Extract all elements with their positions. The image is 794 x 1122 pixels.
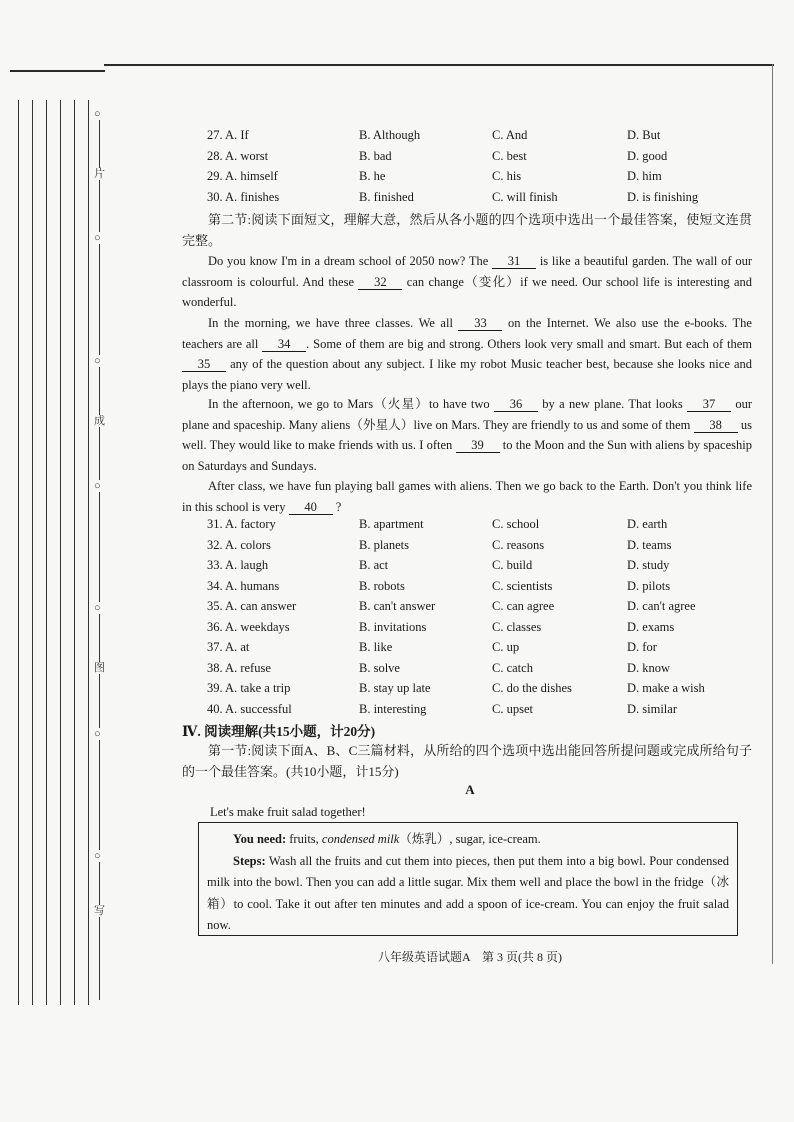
question-row bbox=[0, 640, 794, 661]
blank-40: 40 bbox=[289, 500, 333, 515]
recipe-box bbox=[198, 822, 738, 936]
option-b: B. he bbox=[359, 169, 386, 183]
option-b: B. bad bbox=[359, 148, 392, 163]
option-a: 29. A. himself bbox=[207, 169, 278, 183]
option-d: D. him bbox=[627, 169, 662, 183]
need-text: fruits, bbox=[286, 832, 322, 846]
passage-text: on the Internet. We also use the e-books. The teachers are all bbox=[182, 316, 752, 351]
option-c: C. up bbox=[492, 640, 520, 654]
option-a: 36. A. weekdays bbox=[207, 619, 290, 634]
option-a: 38. A. refuse bbox=[207, 660, 271, 675]
option-d: D. know bbox=[627, 660, 671, 675]
question-row bbox=[0, 190, 794, 211]
binding-mark: ○ bbox=[94, 602, 101, 614]
option-b: B. planets bbox=[359, 537, 409, 552]
question-row bbox=[0, 702, 794, 723]
option-d: D. But bbox=[627, 128, 661, 142]
option-a: 32. A. colors bbox=[207, 537, 271, 552]
option-a: 40. A. successful bbox=[207, 701, 292, 716]
option-b: B. can't answer bbox=[359, 599, 436, 613]
option-c: C. scientists bbox=[492, 578, 553, 593]
binding-mark: ○ bbox=[94, 480, 101, 492]
option-b: B. finished bbox=[359, 189, 414, 204]
option-b: B. robots bbox=[359, 578, 405, 593]
question-row bbox=[0, 681, 794, 702]
options-31-40 bbox=[0, 517, 794, 722]
option-d: D. can't agree bbox=[627, 599, 696, 613]
passage-a-intro: Let's make fruit salad together! bbox=[210, 805, 366, 819]
passage-paragraph-2 bbox=[182, 313, 752, 395]
need-italic: condensed milk bbox=[321, 832, 400, 846]
binding-mark: 片 bbox=[94, 168, 105, 180]
option-b: B. stay up late bbox=[359, 681, 431, 695]
binding-mark: ○ bbox=[94, 108, 101, 120]
blank-32: 32 bbox=[358, 275, 402, 290]
passage-text: ? bbox=[332, 499, 342, 514]
question-row bbox=[0, 579, 794, 600]
passage-paragraph-1 bbox=[182, 251, 752, 313]
option-c: C. best bbox=[492, 148, 527, 163]
option-c: C. do the dishes bbox=[492, 681, 572, 695]
blank-31: 31 bbox=[492, 254, 536, 269]
blank-35: 35 bbox=[182, 357, 226, 372]
binding-mark: 写 bbox=[94, 905, 105, 917]
option-c: C. classes bbox=[492, 619, 542, 634]
question-row bbox=[0, 149, 794, 170]
passage-text: us well. They would like to make friends with us. I often bbox=[182, 417, 752, 452]
page-footer: 八年级英语试题A 第 3 页(共 8 页) bbox=[378, 950, 562, 964]
option-a: 37. A. at bbox=[207, 640, 250, 654]
option-a: 35. A. can answer bbox=[207, 599, 297, 613]
top-rule-left bbox=[10, 70, 105, 72]
section2-instruction: 第二节:阅读下面短文，理解大意，然后从各小题的四个选项中选出一个最佳答案，使短文连贯完整。 bbox=[182, 212, 752, 248]
passage-text: our plane and spaceship. Many aliens（外星人）live on Mars. They are friendly to us and some of them bbox=[182, 397, 752, 432]
option-a: 34. A. humans bbox=[207, 578, 280, 593]
option-d: D. study bbox=[627, 558, 670, 572]
option-b: B. interesting bbox=[359, 701, 427, 716]
blank-37: 37 bbox=[687, 397, 731, 412]
option-b: B. solve bbox=[359, 660, 400, 675]
passage-text: any of the question about any subject. I like my robot Music teacher best, because she looks nice and plays the piano very well. bbox=[182, 357, 752, 392]
option-d: D. good bbox=[627, 148, 668, 163]
binding-mark: ○ bbox=[94, 850, 101, 862]
blank-33: 33 bbox=[458, 316, 502, 331]
top-rule bbox=[104, 64, 774, 66]
question-row bbox=[0, 538, 794, 559]
binding-mark: ○ bbox=[94, 355, 101, 367]
option-a: 39. A. take a trip bbox=[207, 681, 291, 695]
passage-text: Do you know I'm in a dream school of 2050 now? The bbox=[208, 254, 493, 268]
option-c: C. And bbox=[492, 128, 528, 142]
passage-text: can change（变化）if we need. Our school life is interesting and wonderful. bbox=[182, 274, 752, 309]
options-27-30 bbox=[0, 128, 794, 210]
question-row bbox=[0, 558, 794, 579]
passage-paragraph-4 bbox=[182, 476, 752, 517]
option-d: D. is finishing bbox=[627, 189, 699, 204]
option-d: D. teams bbox=[627, 537, 672, 552]
option-b: B. Although bbox=[359, 128, 421, 142]
option-c: C. reasons bbox=[492, 537, 545, 552]
option-d: D. for bbox=[627, 640, 657, 654]
steps-text: Wash all the fruits and cut them into pieces, then put them into a big bowl. Pour condensed milk into the bowl. Then you can add a little sugar. Mix them well and place the bowl in the fridge（冰箱）to cool. Take it out after ten minutes and add a spoon of ice-cream. You can enjoy the fruit salad now. bbox=[207, 853, 729, 932]
option-c: C. can agree bbox=[492, 599, 555, 613]
option-a: 33. A. laugh bbox=[207, 558, 269, 572]
option-d: D. earth bbox=[627, 517, 668, 531]
option-d: D. exams bbox=[627, 619, 675, 634]
option-d: D. similar bbox=[627, 701, 677, 716]
option-b: B. act bbox=[359, 558, 389, 572]
binding-mark: 图 bbox=[94, 662, 105, 674]
passage-text: . Some of them are big and strong. Others look very small and smart. But each of them bbox=[306, 336, 752, 351]
need-text: （炼乳）, sugar, ice-cream. bbox=[399, 832, 541, 846]
blank-38: 38 bbox=[694, 418, 738, 433]
option-b: B. apartment bbox=[359, 517, 424, 531]
option-c: C. school bbox=[492, 517, 540, 531]
option-b: B. like bbox=[359, 640, 393, 654]
question-row bbox=[0, 661, 794, 682]
passage-paragraph-3 bbox=[182, 394, 752, 476]
passage-text: by a new plane. That looks bbox=[538, 397, 688, 411]
option-b: B. invitations bbox=[359, 619, 427, 634]
passage-text: to the Moon and the Sun with aliens by spaceship on Saturdays and Sundays. bbox=[182, 438, 752, 473]
binding-mark: ○ bbox=[94, 728, 101, 740]
question-row bbox=[0, 169, 794, 190]
part4-instruction: 第一节:阅读下面A、B、C三篇材料，从所给的四个选项中选出能回答所提问题或完成所给句子的一个最佳答案。(共10小题，计15分) bbox=[182, 743, 752, 779]
steps-label: Steps: bbox=[233, 853, 266, 868]
passage-text: After class, we have fun playing ball games with aliens. Then we go back to the Earth. Don't you think life in this school is very bbox=[182, 479, 752, 514]
option-c: C. his bbox=[492, 169, 522, 183]
option-c: C. will finish bbox=[492, 189, 558, 204]
option-d: D. pilots bbox=[627, 578, 671, 593]
binding-mark: 成 bbox=[94, 415, 105, 427]
need-label: You need: bbox=[233, 832, 287, 846]
option-c: C. catch bbox=[492, 660, 533, 675]
blank-39: 39 bbox=[456, 438, 500, 453]
passage-text: In the morning, we have three classes. We all bbox=[208, 316, 459, 330]
blank-36: 36 bbox=[494, 397, 538, 412]
recipe-steps bbox=[207, 851, 729, 937]
option-a: 31. A. factory bbox=[207, 517, 276, 531]
blank-34: 34 bbox=[262, 337, 306, 352]
option-c: C. build bbox=[492, 558, 533, 572]
question-row bbox=[0, 599, 794, 620]
passage-label-a: A bbox=[465, 782, 475, 797]
question-row bbox=[0, 517, 794, 538]
question-row bbox=[0, 128, 794, 149]
option-a: 27. A. If bbox=[207, 128, 249, 142]
option-d: D. make a wish bbox=[627, 681, 705, 695]
passage-text: is like a beautiful garden. The wall of our classroom is colourful. And these bbox=[182, 254, 752, 289]
passage-text: In the afternoon, we go to Mars（火星）to have two bbox=[208, 397, 494, 411]
option-c: C. upset bbox=[492, 701, 533, 716]
recipe-need bbox=[207, 829, 729, 851]
binding-mark: ○ bbox=[94, 232, 101, 244]
option-a: 28. A. worst bbox=[207, 148, 269, 163]
option-a: 30. A. finishes bbox=[207, 189, 280, 204]
part4-title: Ⅳ. 阅读理解(共15小题，计20分) bbox=[182, 724, 376, 739]
question-row bbox=[0, 620, 794, 641]
